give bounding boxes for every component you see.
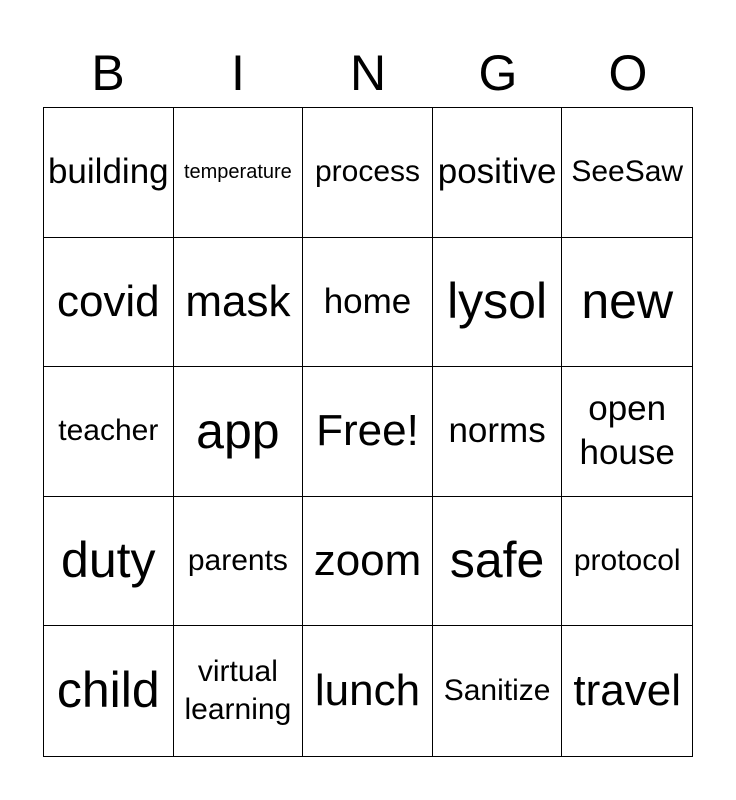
bingo-cell: positive [433, 108, 563, 238]
header-letter-n: N [349, 45, 387, 101]
bingo-cell: app [174, 367, 304, 497]
bingo-cell: open house [562, 367, 692, 497]
bingo-cell: zoom [303, 497, 433, 627]
header-letter-b: B [91, 45, 125, 101]
bingo-cell: protocol [562, 497, 692, 627]
bingo-header [43, 42, 693, 104]
bingo-cell: Sanitize [433, 626, 563, 756]
bingo-cell: child [44, 626, 174, 756]
bingo-cell: mask [174, 238, 304, 368]
bingo-cell: new [562, 238, 692, 368]
bingo-cell: duty [44, 497, 174, 627]
header-letter-g: G [478, 45, 518, 101]
bingo-cell: lunch [303, 626, 433, 756]
bingo-cell: temperature [174, 108, 304, 238]
header-letter-o: O [608, 45, 648, 101]
bingo-cell: virtual learning [174, 626, 304, 756]
bingo-board [43, 107, 693, 757]
free-space-cell: Free! [303, 367, 433, 497]
bingo-cell: SeeSaw [562, 108, 692, 238]
bingo-cell: covid [44, 238, 174, 368]
bingo-cell: safe [433, 497, 563, 627]
header-letter-i: I [231, 45, 245, 101]
bingo-cell: travel [573, 665, 681, 715]
bingo-cell: teacher [44, 367, 174, 497]
bingo-cell: home [303, 238, 433, 368]
bingo-cell: building [44, 108, 174, 238]
bingo-cell: norms [433, 367, 563, 497]
bingo-cell: parents [174, 497, 304, 627]
bingo-cell: process [303, 108, 433, 238]
bingo-cell: lysol [433, 238, 563, 368]
